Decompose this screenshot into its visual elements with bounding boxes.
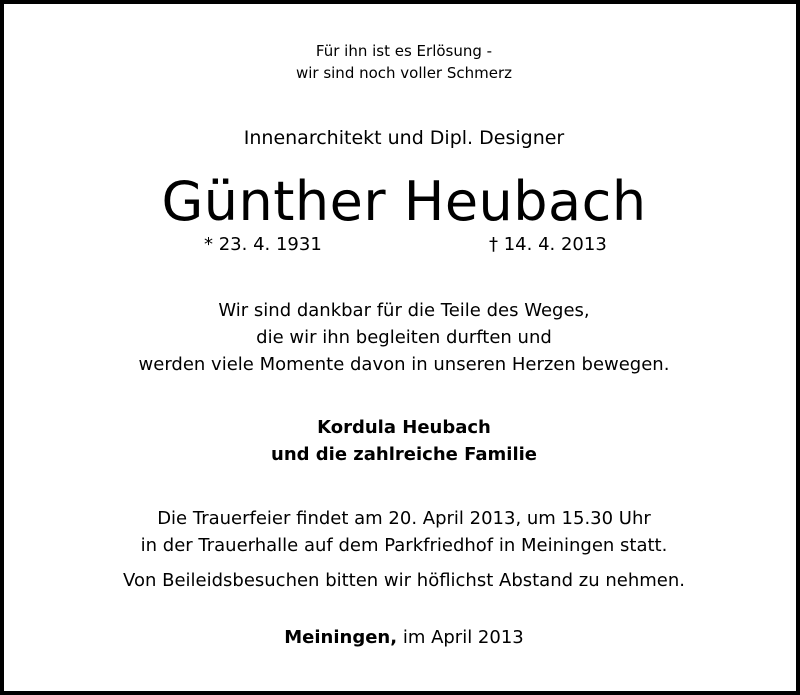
motto-line-1: Für ihn ist es Erlösung - xyxy=(315,42,493,60)
funeral-line-1: Die Trauerfeier findet am 20. April 2013, um 15.30 Uhr xyxy=(157,508,651,529)
signoff-place: Meiningen, xyxy=(284,627,398,648)
condolence-notice: Von Beileidsbesuchen bitten wir höflichst Abstand zu nehmen. xyxy=(123,570,685,591)
signoff xyxy=(4,624,800,651)
gratitude-line-3: werden viele Momente davon in unseren Herzen bewegen. xyxy=(138,354,670,375)
signoff-date: im April 2013 xyxy=(402,627,524,648)
motto-line-2: wir sind noch voller Schmerz xyxy=(295,64,513,82)
deceased-name: Günther Heubach xyxy=(161,170,647,233)
funeral-line-2: in der Trauerhalle auf dem Parkfriedhof in Meiningen statt. xyxy=(140,535,668,556)
mourner-line-2: und die zahlreiche Familie xyxy=(271,444,537,465)
death-date: † 14. 4. 2013 xyxy=(489,234,607,255)
profession: Innenarchitekt und Dipl. Designer xyxy=(243,127,565,149)
birth-date: * 23. 4. 1931 xyxy=(204,234,322,255)
mourner-line-1: Kordula Heubach xyxy=(317,417,491,438)
gratitude-line-2: die wir ihn begleiten durften und xyxy=(256,327,552,348)
gratitude-line-1: Wir sind dankbar für die Teile des Weges, xyxy=(218,300,590,321)
